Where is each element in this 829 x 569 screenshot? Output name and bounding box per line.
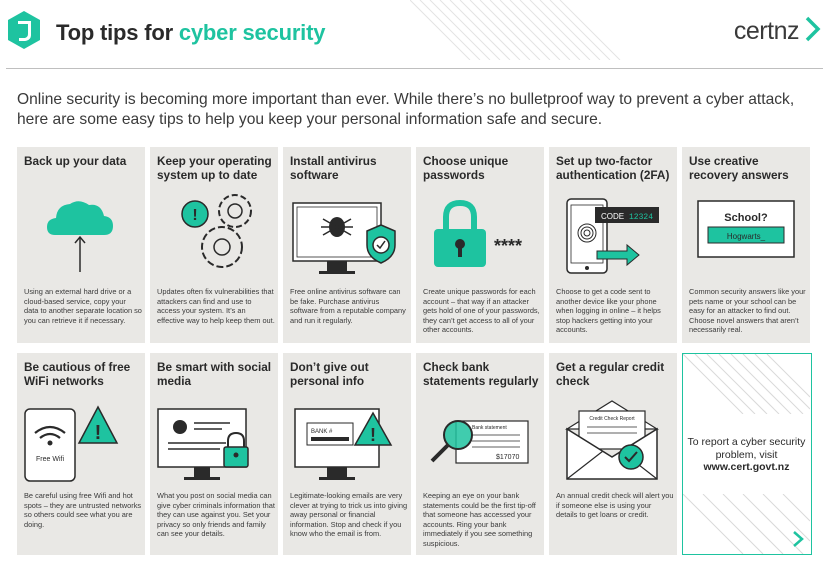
padlock-icon [416, 189, 544, 279]
bank-amount: $17070 [496, 454, 520, 461]
title-accent: cyber security [178, 20, 326, 45]
tip-card-os-update [150, 147, 278, 343]
card-desc: Be careful using free Wifi and hot spots – they are untrusted networks so others could see what you are doing. [24, 491, 142, 529]
password-mask: **** [493, 236, 523, 256]
card-title: Use creative recovery answers [689, 154, 789, 182]
svg-text:!: ! [370, 425, 376, 445]
free-wifi-icon [17, 395, 145, 485]
recovery-form-icon [682, 189, 810, 279]
tip-card-personal-info [283, 353, 411, 555]
monitor-bug-icon [283, 189, 411, 279]
intro-text: Online security is becoming more important than ever. While there’s no bulletproof way to prevent a cyber attack, here are some easy tips to help you keep your personal information safe and secure. [17, 91, 795, 128]
school-answer: Hogwarts_ [726, 232, 766, 241]
card-title: Keep your operating system up to date [157, 154, 272, 182]
phone-fingerprint-icon [549, 189, 677, 279]
card-title: Back up your data [24, 154, 127, 168]
card-desc: What you post on social media can give cyber criminals information that they can use against you. Set your privacy so only friends and family can see your details. [157, 491, 275, 539]
wifi-label: Free Wifi [36, 456, 64, 463]
card-desc: Using an external hard drive or a cloud-based service, copy your data to another separate location so you can retrieve it if necessary. [24, 287, 142, 325]
card-desc: Choose to get a code sent to another device like your phone when logging in online – it helps stop hackers getting into your accounts. [556, 287, 661, 335]
code-label: CODE [601, 212, 625, 221]
brand-chevron-icon [803, 14, 823, 44]
tip-card-2fa [549, 147, 677, 343]
profile-lock-icon [150, 395, 278, 485]
card-desc: Updates often fix vulnerabilities that attackers can find and use to access your system. It’s an effective way to help keep them out. [157, 287, 275, 325]
svg-text:!: ! [192, 207, 198, 224]
card-title: Set up two-factor authentication (2FA) [556, 154, 670, 182]
card-desc: Keeping an eye on your bank statements could be the first tip-off that someone has accessed your accounts. Ring your bank immediately if you see something suspicious. [423, 491, 536, 548]
card-title: Check bank statements regularly [423, 360, 539, 388]
svg-text:!: ! [94, 422, 102, 444]
magnifier-statement-icon [416, 395, 544, 485]
school-question: School? [724, 212, 768, 224]
tip-card-backup [17, 147, 145, 343]
cloud-upload-icon [17, 189, 145, 279]
email-warning-icon [283, 395, 411, 485]
report-text [683, 436, 810, 474]
envelope-check-icon [549, 395, 677, 485]
code-value: 12324 [629, 213, 654, 222]
card-title: Choose unique passwords [423, 154, 509, 182]
tip-card-social [150, 353, 278, 555]
gears-icon [150, 189, 278, 279]
card-title: Install antivirus software [290, 154, 377, 182]
bank-statement-label: Bank statement [472, 425, 507, 431]
card-title: Don’t give out personal info [290, 360, 369, 388]
card-title: Get a regular credit check [556, 360, 665, 388]
card-title: Be smart with social media [157, 360, 272, 388]
hatch-pattern [410, 0, 670, 60]
card-desc: Free online antivirus software can be fake. Purchase antivirus software from a reputable company and run it regularly. [290, 287, 406, 325]
tips-grid [17, 147, 812, 555]
report-box [682, 353, 812, 555]
header [0, 0, 829, 66]
report-chevron-icon [791, 530, 805, 548]
card-desc: Create unique passwords for each account – that way if an attacker gets hold of one of your passwords, they can’t get access to all of your other accounts. [423, 287, 540, 335]
tip-card-recovery [682, 147, 810, 343]
bank-doc-label: BANK # [311, 429, 333, 435]
card-title: Be cautious of free WiFi networks [24, 360, 131, 388]
card-desc: Legitimate-looking emails are very clever at trying to trick us into giving away personal or financial information. Stop and check if you know who the email is from. [290, 491, 408, 539]
tip-card-wifi [17, 353, 145, 555]
credit-report-label: Credit Check Report [589, 416, 635, 422]
hatch-corner-top [683, 354, 810, 414]
cert-shield-icon [6, 10, 42, 50]
card-desc: An annual credit check will alert you if someone else is using your details to get loans or credit. [556, 491, 674, 520]
tip-card-credit [549, 353, 677, 555]
brand-logo-text: certnz [733, 17, 799, 45]
report-link[interactable]: www.cert.govt.nz [703, 461, 790, 473]
header-divider [6, 68, 823, 69]
tip-card-passwords [416, 147, 544, 343]
card-desc: Common security answers like your pets name or your school can be easy for an attacker to find out. Choose novel answers that aren’t necessarily real. [689, 287, 806, 335]
tip-card-bank [416, 353, 544, 555]
title-prefix: Top tips for [56, 20, 179, 45]
report-line: To report a cyber security problem, visit [687, 436, 806, 461]
page-title [56, 20, 325, 46]
tip-card-antivirus [283, 147, 411, 343]
